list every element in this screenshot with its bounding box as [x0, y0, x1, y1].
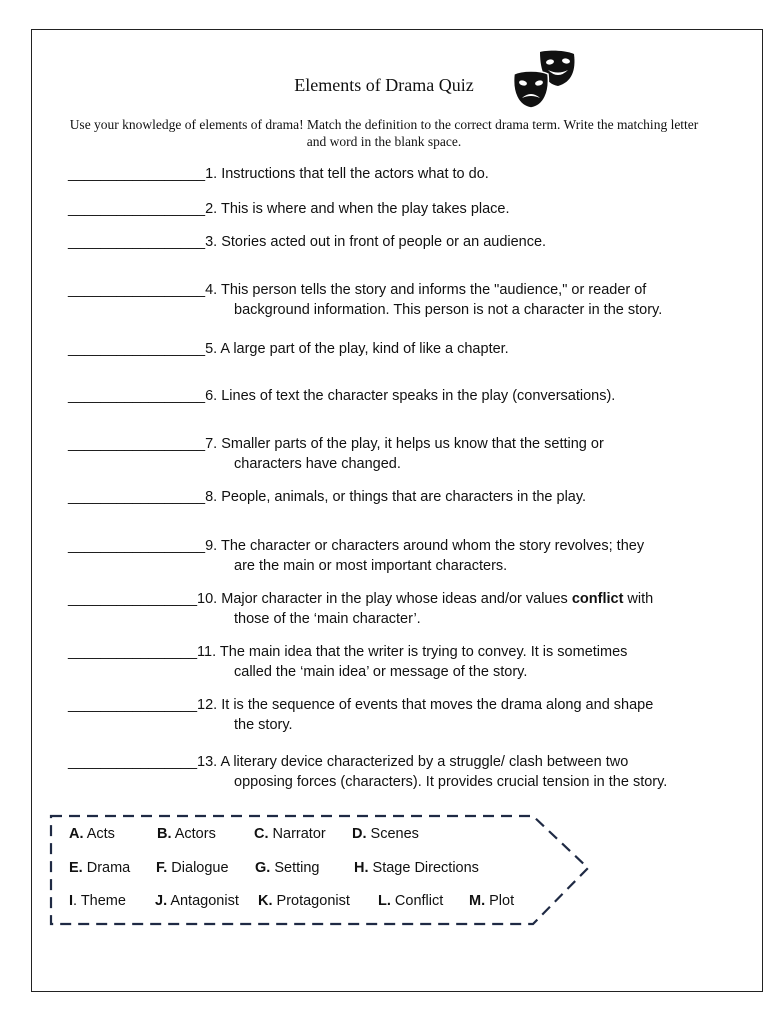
question-text: Smaller parts of the play, it helps us know that the setting or [221, 436, 604, 452]
answer-blank[interactable]: _________________ [68, 388, 206, 404]
word-bank-term [69, 826, 115, 842]
term-letter: G. [255, 860, 271, 876]
term-letter: J. [155, 893, 168, 909]
question-text: Instructions that tell the actors what to do. [221, 166, 489, 182]
answer-blank[interactable]: _________________ [68, 282, 206, 298]
term-letter: M. [469, 893, 486, 909]
term-letter: L. [378, 893, 391, 909]
question-text-continued: are the main or most important characters. [234, 558, 508, 574]
question-item [68, 695, 718, 735]
question-item [68, 386, 718, 406]
answer-blank[interactable]: ________________ [68, 697, 198, 713]
answer-blank[interactable]: ________________ [68, 644, 198, 660]
word-bank-term [69, 860, 130, 876]
term-word: Conflict [390, 893, 444, 909]
question-item [68, 589, 718, 629]
question-text: The character or characters around whom the story revolves; they [220, 538, 645, 554]
term-word: Scenes [366, 826, 419, 842]
answer-blank[interactable]: _________________ [68, 436, 206, 452]
answer-blank[interactable]: ________________ [68, 754, 198, 770]
term-letter: I [69, 893, 74, 909]
question-text: People, animals, or things that are characters in the play. [221, 489, 587, 505]
word-bank-term [469, 893, 514, 909]
term-letter: K. [258, 893, 273, 909]
word-bank-term [157, 826, 216, 842]
question-number: 5. [205, 341, 218, 357]
question-number: 6. [205, 388, 218, 404]
term-letter: H. [354, 860, 369, 876]
word-bank-term [69, 893, 126, 909]
question-text: A large part of the play, kind of like a chapter. [220, 341, 509, 357]
question-item [68, 339, 718, 359]
question-item [68, 487, 718, 507]
term-word: . Theme [73, 893, 126, 909]
word-bank-term [254, 826, 326, 842]
question-text-continued: the story. [234, 717, 293, 733]
word-bank-term [352, 826, 419, 842]
term-letter: B. [157, 826, 172, 842]
question-item [68, 280, 718, 320]
comedy-tragedy-masks-icon [512, 48, 578, 110]
question-number: 13. [197, 754, 218, 770]
answer-blank[interactable]: _________________ [68, 166, 206, 182]
question-number: 10. [197, 591, 218, 607]
question-number: 1. [205, 166, 218, 182]
word-bank-term [255, 860, 319, 876]
question-number: 11. [197, 644, 217, 660]
term-word: Antagonist [167, 893, 239, 909]
answer-blank[interactable]: _________________ [68, 538, 206, 554]
question-item [68, 536, 718, 576]
term-word: Setting [270, 860, 320, 876]
question-item [68, 232, 718, 252]
page-title: Elements of Drama Quiz [294, 75, 474, 95]
term-letter: E. [69, 860, 83, 876]
question-text: The main idea that the writer is trying to convey. It is sometimes [219, 644, 628, 660]
term-word: Plot [485, 893, 515, 909]
question-keyword: conflict [571, 591, 624, 607]
term-word: Stage Directions [368, 860, 479, 876]
question-text: Stories acted out in front of people or an audience. [221, 234, 547, 250]
answer-blank[interactable]: _________________ [68, 201, 206, 217]
term-word: Protagonist [272, 893, 350, 909]
question-item [68, 434, 718, 474]
question-number: 9. [205, 538, 218, 554]
word-bank-term [258, 893, 350, 909]
word-bank-term [156, 860, 229, 876]
question-text-continued: opposing forces (characters). It provides crucial tension in the story. [234, 774, 668, 790]
question-text-continued: called the ‘main idea’ or message of the story. [234, 664, 528, 680]
question-text: A literary device characterized by a struggle/ clash between two [220, 754, 629, 770]
term-word: Drama [82, 860, 131, 876]
question-number: 7. [205, 436, 218, 452]
term-letter: F. [156, 860, 168, 876]
question-text-continued: characters have changed. [234, 456, 401, 472]
question-item [68, 642, 718, 682]
answer-blank[interactable]: ________________ [68, 591, 198, 607]
term-word: Actors [171, 826, 216, 842]
question-text: Major character in the play whose ideas and/or values [221, 591, 572, 607]
question-text-continued: background information. This person is not a character in the story. [234, 302, 663, 318]
question-text: This person tells the story and informs the "audience," or reader of [220, 282, 647, 298]
question-text: This is where and when the play takes place. [220, 201, 510, 217]
question-item [68, 164, 718, 184]
question-text: It is the sequence of events that moves the drama along and shape [221, 697, 654, 713]
word-bank-term [155, 893, 239, 909]
question-item [68, 752, 718, 792]
instructions: Use your knowledge of elements of drama! Match the definition to the correct drama term. Write the matching letter and word in the blank space. [69, 117, 699, 149]
term-word: Narrator [268, 826, 326, 842]
question-text: with [623, 591, 654, 607]
term-letter: C. [254, 826, 269, 842]
question-number: 4. [205, 282, 218, 298]
question-number: 2. [205, 201, 218, 217]
word-bank [48, 812, 593, 928]
question-item [68, 199, 718, 219]
question-text: Lines of text the character speaks in the play (conversations). [221, 388, 616, 404]
question-number: 12. [197, 697, 218, 713]
question-number: 8. [205, 489, 218, 505]
answer-blank[interactable]: _________________ [68, 489, 206, 505]
word-bank-term [378, 893, 443, 909]
term-letter: D. [352, 826, 367, 842]
answer-blank[interactable]: _________________ [68, 341, 206, 357]
term-word: Acts [83, 826, 115, 842]
term-letter: A. [69, 826, 84, 842]
answer-blank[interactable]: _________________ [68, 234, 206, 250]
word-bank-term [354, 860, 479, 876]
question-text-continued: those of the ‘main character’. [234, 611, 421, 627]
question-number: 3. [205, 234, 218, 250]
term-word: Dialogue [167, 860, 229, 876]
